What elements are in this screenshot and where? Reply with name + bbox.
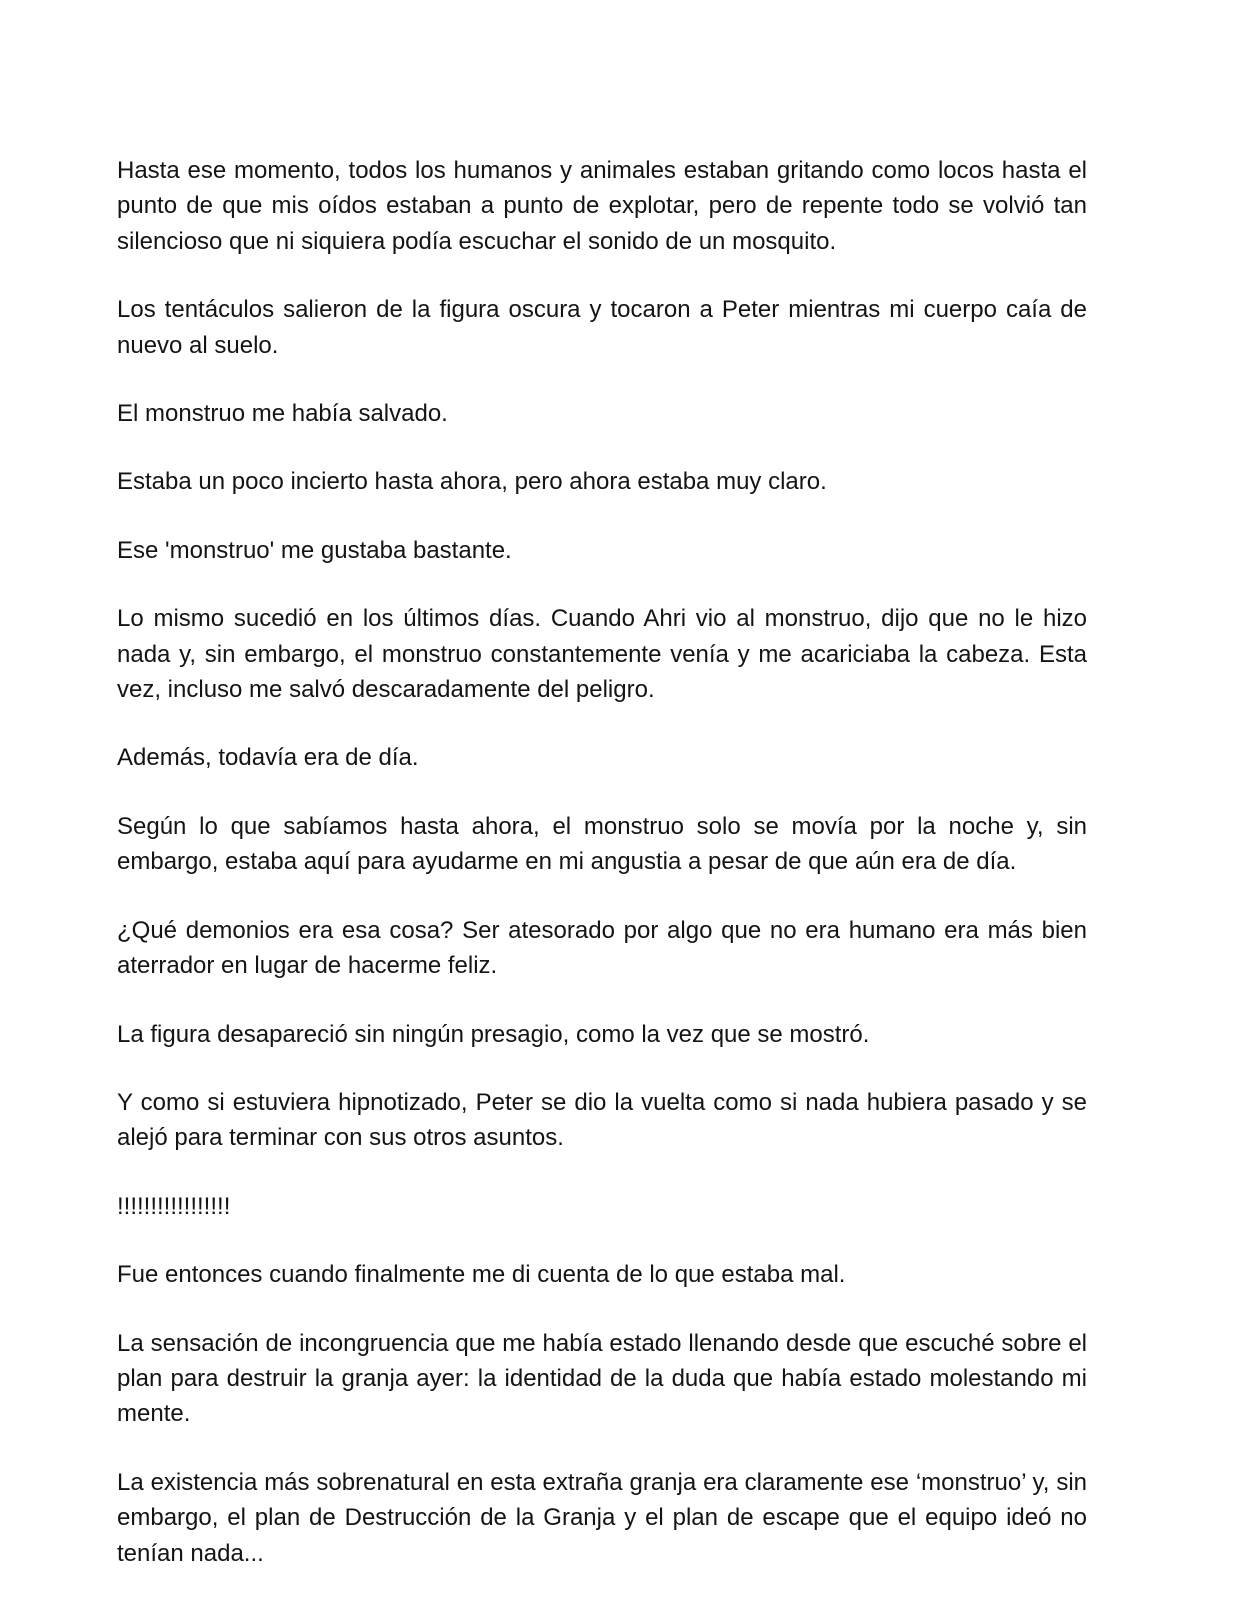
paragraph: Además, todavía era de día. bbox=[117, 744, 419, 772]
paragraph: La sensación de incongruencia que me había estado llenando desde que escuché sobre el plan para destruir la granja ayer: la identidad de la duda que había estado molestando mi mente. bbox=[117, 1329, 1087, 1428]
paragraph: Ese 'monstruo' me gustaba bastante. bbox=[117, 536, 512, 564]
exclamation-line: !!!!!!!!!!!!!!!!! bbox=[117, 1192, 231, 1220]
paragraph: Lo mismo sucedió en los últimos días. Cuando Ahri vio al monstruo, dijo que no le hizo nada y, sin embargo, el monstruo constantemente venía y me acariciaba la cabeza. Esta vez, incluso me salvó descaradamente del peligro. bbox=[117, 605, 1087, 704]
body-text bbox=[117, 153, 1087, 1571]
paragraph: La existencia más sobrenatural en esta extraña granja era claramente ese ‘monstruo’ y, sin embargo, el plan de Destrucción de la Granja y el plan de escape que el equipo ideó no tenían nada... bbox=[117, 1468, 1087, 1567]
paragraph: Estaba un poco incierto hasta ahora, pero ahora estaba muy claro. bbox=[117, 468, 827, 496]
paragraph: La figura desapareció sin ningún presagio, como la vez que se mostró. bbox=[117, 1020, 870, 1048]
paragraph: Fue entonces cuando finalmente me di cuenta de lo que estaba mal. bbox=[117, 1261, 846, 1289]
paragraph: ¿Qué demonios era esa cosa? Ser atesorado por algo que no era humano era más bien aterrador en lugar de hacerme feliz. bbox=[117, 916, 1087, 980]
paragraph: El monstruo me había salvado. bbox=[117, 400, 448, 428]
paragraph: Hasta ese momento, todos los humanos y animales estaban gritando como locos hasta el punto de que mis oídos estaban a punto de explotar, pero de repente todo se volvió tan silencioso que ni siquiera podía escuchar el sonido de un mosquito. bbox=[117, 157, 1087, 255]
paragraph: Los tentáculos salieron de la figura oscura y tocaron a Peter mientras mi cuerpo caía de nuevo al suelo. bbox=[117, 296, 1087, 359]
paragraph: Y como si estuviera hipnotizado, Peter se dio la vuelta como si nada hubiera pasado y se alejó para terminar con sus otros asuntos. bbox=[117, 1088, 1087, 1152]
paragraph: Según lo que sabíamos hasta ahora, el monstruo solo se movía por la noche y, sin embargo, estaba aquí para ayudarme en mi angustia a pesar de que aún era de día. bbox=[117, 812, 1087, 876]
